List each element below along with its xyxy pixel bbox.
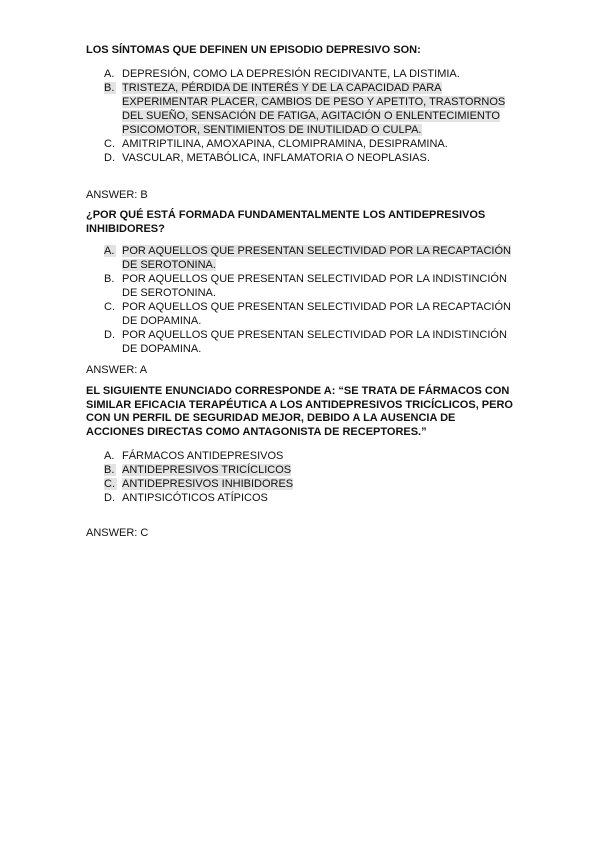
option-letter: B. — [104, 273, 115, 286]
option-letter: B. — [104, 464, 115, 477]
option-text: TRISTEZA, PÉRDIDA DE INTERÉS Y DE LA CAPACIDAD PARA EXPERIMENTAR PLACER, CAMBIOS DE PESO Y APETITO, TRASTORNOS DEL SUEÑO, SENSACIÓN DE FATIGA, AGITACIÓN O ENLENTECIMIENTO PSICOMOTOR, SENTIMIENTOS DE INUTILIDAD O CULPA. — [122, 81, 506, 136]
option-text: ANTIPSICÓTICOS ATÍPICOS — [122, 492, 268, 505]
option-letter: D. — [104, 492, 115, 505]
question-1-option-a — [86, 67, 516, 81]
option-letter: C. — [104, 478, 115, 491]
question-3-option-b — [86, 463, 516, 477]
option-letter: A. — [104, 67, 115, 80]
question-2-prompt: ¿POR QUÉ ESTÁ FORMADA FUNDAMENTALMENTE LOS ANTIDEPRESIVOS INHIBIDORES? — [86, 209, 486, 235]
option-letter: B. — [104, 81, 115, 94]
question-1-option-b — [86, 81, 516, 137]
option-text: POR AQUELLOS QUE PRESENTAN SELECTIVIDAD POR LA INDISTINCIÓN DE SEROTONINA. — [122, 273, 507, 300]
option-letter: D. — [104, 151, 115, 164]
question-2-option-d — [86, 328, 516, 356]
question-2-options — [86, 244, 516, 356]
question-1-answer: ANSWER: B — [86, 189, 148, 201]
question-2-answer: ANSWER: A — [86, 364, 148, 376]
question-2-option-c — [86, 300, 516, 328]
option-text: AMITRIPTILINA, AMOXAPINA, CLOMIPRAMINA, DESIPRAMINA. — [122, 137, 448, 150]
question-1-prompt: LOS SÍNTOMAS QUE DEFINEN UN EPISODIO DEPRESIVO SON: — [86, 44, 421, 56]
option-letter: C. — [104, 137, 115, 150]
question-2-option-a — [86, 244, 516, 272]
option-letter: A. — [104, 245, 115, 258]
option-text: VASCULAR, METABÓLICA, INFLAMATORIA O NEOPLASIAS. — [122, 151, 430, 164]
question-3-answer: ANSWER: C — [86, 527, 149, 539]
option-text: FÁRMACOS ANTIDEPRESIVOS — [122, 450, 284, 463]
question-3-option-c — [86, 477, 516, 491]
question-1-option-c — [86, 137, 516, 151]
option-text: POR AQUELLOS QUE PRESENTAN SELECTIVIDAD POR LA INDISTINCIÓN DE DOPAMINA. — [122, 329, 507, 356]
question-2 — [86, 209, 516, 356]
option-letter: C. — [104, 301, 115, 314]
question-1-option-d — [86, 151, 516, 165]
option-text: POR AQUELLOS QUE PRESENTAN SELECTIVIDAD POR LA RECAPTACIÓN DE SEROTONINA. — [122, 245, 511, 272]
question-1 — [86, 44, 516, 165]
question-3-options — [86, 449, 516, 505]
question-3-prompt: EL SIGUIENTE ENUNCIADO CORRESPONDE A: “SE TRATA DE FÁRMACOS CON SIMILAR EFICACIA TERAPÉUTICA A LOS ANTIDEPRESIVOS TRICÍCLICOS, PERO CON UN PERFIL DE SEGURIDAD MEJOR, DEBIDO A LA AUSENCIA DE ACCIONES DIRECTAS COMO ANTAGONISTA DE RECEPTORES.” — [86, 385, 513, 438]
option-text: ANTIDEPRESIVOS TRICÍCLICOS — [122, 464, 292, 477]
option-text: POR AQUELLOS QUE PRESENTAN SELECTIVIDAD POR LA RECAPTACIÓN DE DOPAMINA. — [122, 301, 511, 328]
question-2-option-b — [86, 272, 516, 300]
option-text: ANTIDEPRESIVOS INHIBIDORES — [122, 478, 294, 491]
option-letter: A. — [104, 450, 115, 463]
question-3 — [86, 385, 516, 505]
question-3-option-a — [86, 449, 516, 463]
question-1-options — [86, 67, 516, 165]
question-3-option-d — [86, 491, 516, 505]
option-text: DEPRESIÓN, COMO LA DEPRESIÓN RECIDIVANTE, LA DISTIMIA. — [122, 67, 460, 80]
option-letter: D. — [104, 329, 115, 342]
